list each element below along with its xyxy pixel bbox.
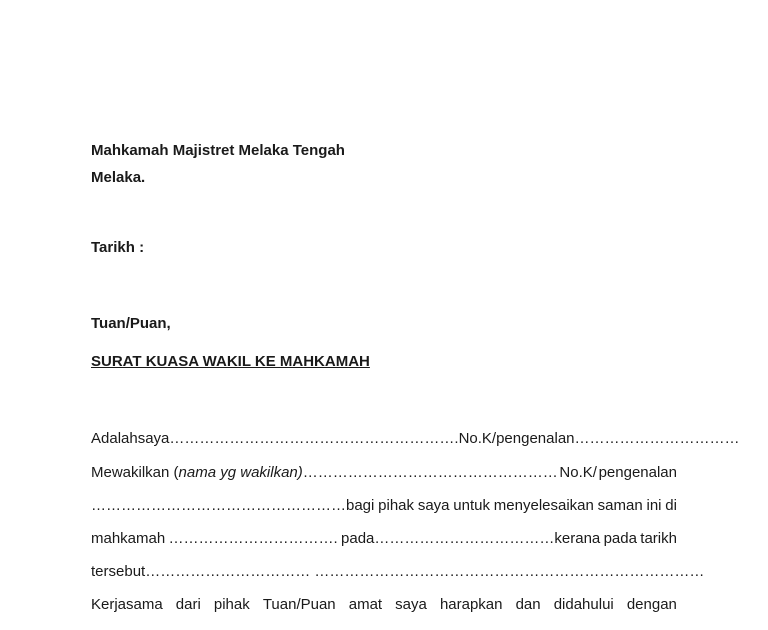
body-word: dari: [175, 596, 201, 613]
body-word: harapkan: [439, 596, 503, 613]
address-line-1: Mahkamah Majistret Melaka Tengah: [91, 142, 345, 159]
body-word: pengenalan: [598, 464, 677, 481]
body-word: ……………………………………………bagi: [91, 497, 375, 514]
body-word: untuk: [453, 497, 490, 514]
body-line-5: tersebut…………………………… ……………………………………………………………………: [91, 563, 705, 580]
body-word: saya: [395, 596, 427, 613]
body-word: di: [665, 497, 677, 514]
body-word: Kerjasama: [91, 596, 163, 613]
address-line-2: Melaka.: [91, 169, 146, 186]
date-label: Tarikh :: [91, 239, 145, 256]
body-line-3: [91, 497, 677, 515]
body-word: …………………………….: [168, 530, 338, 547]
body-word: pihak: [378, 497, 415, 514]
body-word: didahului: [553, 596, 614, 613]
body-word: Mewakilkan (nama yg wakilkan)……………………………………………: [91, 464, 558, 481]
body-line-6: [91, 596, 677, 614]
body-word: saya: [417, 497, 450, 514]
body-word: pihak: [213, 596, 250, 613]
body-word: pada………………………………kerana: [341, 530, 601, 547]
body-word: dan: [515, 596, 541, 613]
body-word: mahkamah: [91, 530, 166, 547]
subject-heading: SURAT KUASA WAKIL KE MAHKAMAH: [91, 353, 370, 370]
body-line-4: [91, 530, 677, 548]
body-line-2: [91, 464, 677, 482]
body-word: ……………………………: [574, 430, 740, 447]
body-word: amat: [348, 596, 383, 613]
salutation: Tuan/Puan,: [91, 315, 171, 332]
body-word: saman: [597, 497, 643, 514]
body-word: menyelesaikan: [493, 497, 594, 514]
body-line-1: [91, 430, 740, 448]
body-word: saya: [137, 430, 170, 447]
body-word: dengan: [626, 596, 677, 613]
body-word: Adalah: [91, 430, 138, 447]
body-word: pada: [603, 530, 637, 547]
body-word: tarikh: [640, 530, 677, 547]
body-word: ………………………………………………….No.K/pengenalan: [169, 430, 575, 447]
body-word: ini: [646, 497, 662, 514]
body-word: Tuan/Puan: [262, 596, 336, 613]
body-word: No.K/: [559, 464, 597, 481]
